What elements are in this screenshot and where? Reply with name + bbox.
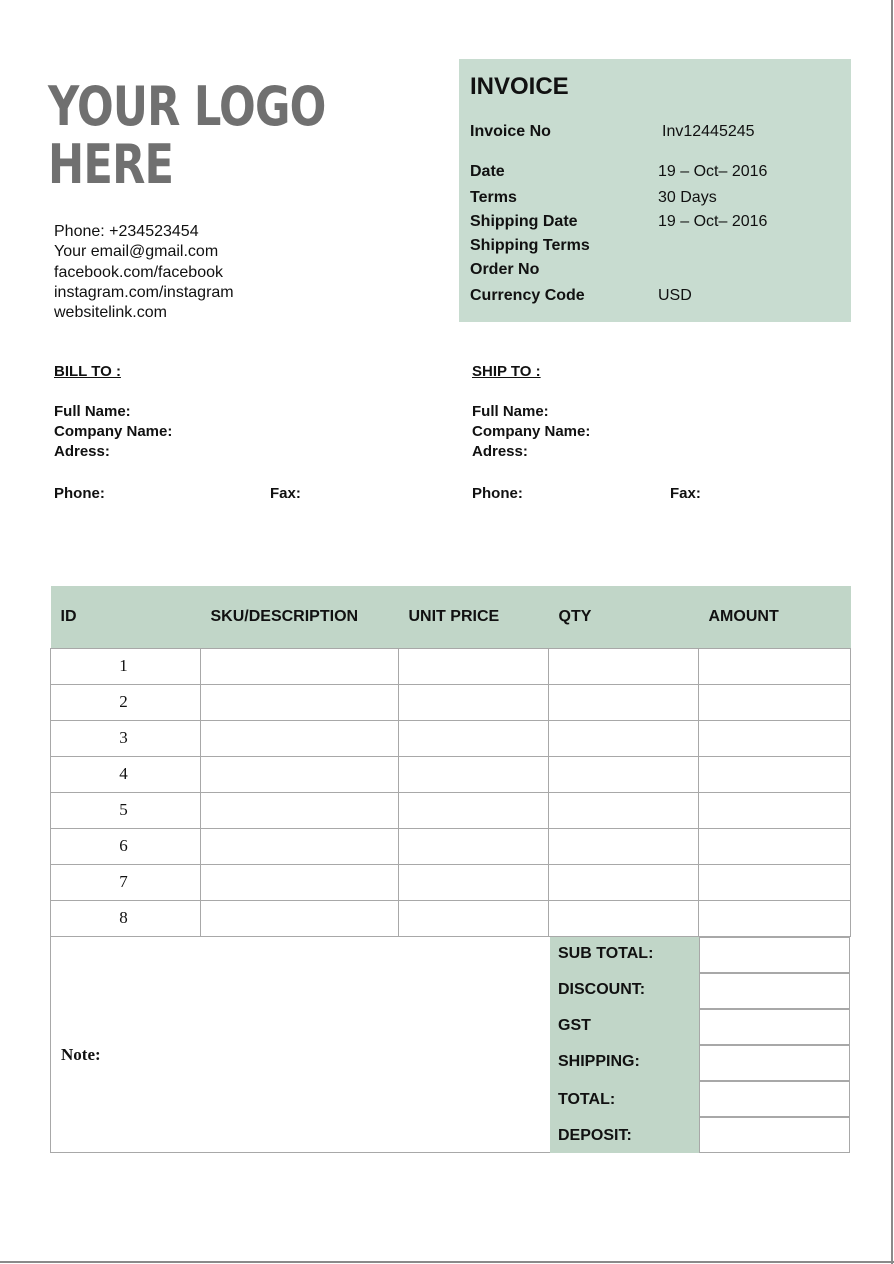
sub-total-value[interactable] <box>699 937 850 973</box>
summary-labels-column <box>550 937 699 1153</box>
table-row <box>51 756 851 792</box>
qty-cell[interactable] <box>549 900 699 936</box>
ship-to-company-name: Company Name: <box>472 423 591 440</box>
unit-price-cell[interactable] <box>399 792 549 828</box>
unit-price-cell[interactable] <box>399 828 549 864</box>
ship-to-phone: Phone: <box>472 485 523 502</box>
table-row <box>51 792 851 828</box>
currency-code-label: Currency Code <box>470 287 585 304</box>
contact-email: Your email@gmail.com <box>54 243 219 261</box>
row-id: 7 <box>51 864 201 900</box>
ship-to-title: SHIP TO : <box>472 363 541 380</box>
contact-instagram: instagram.com/instagram <box>54 283 234 301</box>
qty-cell[interactable] <box>549 684 699 720</box>
ship-to-address: Adress: <box>472 443 528 460</box>
table-row <box>51 828 851 864</box>
sub-total-label: SUB TOTAL: <box>558 945 654 962</box>
discount-value[interactable] <box>699 973 850 1009</box>
header-qty: QTY <box>549 586 699 648</box>
unit-price-cell[interactable] <box>399 720 549 756</box>
qty-cell[interactable] <box>549 864 699 900</box>
bill-to-company-name: Company Name: <box>54 423 173 440</box>
invoice-no-label: Invoice No <box>470 123 551 140</box>
terms-value: 30 Days <box>658 189 717 206</box>
unit-price-cell[interactable] <box>399 756 549 792</box>
total-value[interactable] <box>699 1081 850 1117</box>
logo-line-2: HERE <box>48 133 174 196</box>
description-cell[interactable] <box>201 756 399 792</box>
amount-cell[interactable] <box>699 900 851 936</box>
invoice-title: INVOICE <box>470 73 569 100</box>
line-items-table <box>50 586 851 937</box>
unit-price-cell[interactable] <box>399 648 549 684</box>
row-id: 3 <box>51 720 201 756</box>
row-id: 6 <box>51 828 201 864</box>
company-contact <box>54 222 234 323</box>
qty-cell[interactable] <box>549 720 699 756</box>
bill-to-title: BILL TO : <box>54 363 121 380</box>
row-id: 8 <box>51 900 201 936</box>
ship-to-fax: Fax: <box>670 485 701 502</box>
contact-website: websitelink.com <box>54 304 167 322</box>
unit-price-cell[interactable] <box>399 684 549 720</box>
header-sku-description: SKU/DESCRIPTION <box>201 586 399 648</box>
total-label: TOTAL: <box>558 1091 616 1108</box>
bill-to-section <box>54 363 434 502</box>
table-row <box>51 864 851 900</box>
table-row <box>51 900 851 936</box>
contact-facebook: facebook.com/facebook <box>54 263 223 281</box>
amount-cell[interactable] <box>699 792 851 828</box>
table-row <box>51 648 851 684</box>
description-cell[interactable] <box>201 648 399 684</box>
bill-to-phone: Phone: <box>54 485 105 502</box>
shipping-terms-label: Shipping Terms <box>470 237 590 254</box>
qty-cell[interactable] <box>549 648 699 684</box>
qty-cell[interactable] <box>549 756 699 792</box>
deposit-label: DEPOSIT: <box>558 1127 632 1144</box>
table-row <box>51 684 851 720</box>
date-value: 19 – Oct– 2016 <box>658 163 768 180</box>
bill-to-full-name: Full Name: <box>54 403 131 420</box>
deposit-value[interactable] <box>699 1117 850 1153</box>
header-amount: AMOUNT <box>699 586 851 648</box>
row-id: 2 <box>51 684 201 720</box>
bill-to-fax: Fax: <box>270 485 301 502</box>
shipping-value[interactable] <box>699 1045 850 1081</box>
shipping-date-label: Shipping Date <box>470 213 578 230</box>
qty-cell[interactable] <box>549 792 699 828</box>
note-label: Note: <box>61 1045 101 1064</box>
row-id: 1 <box>51 648 201 684</box>
description-cell[interactable] <box>201 900 399 936</box>
amount-cell[interactable] <box>699 756 851 792</box>
amount-cell[interactable] <box>699 828 851 864</box>
shipping-label: SHIPPING: <box>558 1053 640 1070</box>
gst-value[interactable] <box>699 1009 850 1045</box>
contact-phone: Phone: +234523454 <box>54 223 199 240</box>
ship-to-section <box>472 363 852 502</box>
amount-cell[interactable] <box>699 648 851 684</box>
header-id: ID <box>51 586 201 648</box>
terms-label: Terms <box>470 189 517 206</box>
description-cell[interactable] <box>201 864 399 900</box>
date-label: Date <box>470 163 505 180</box>
description-cell[interactable] <box>201 828 399 864</box>
invoice-info-box <box>459 59 851 322</box>
page-border-bottom <box>0 1261 894 1263</box>
description-cell[interactable] <box>201 792 399 828</box>
summary-section <box>50 937 850 1153</box>
shipping-date-value: 19 – Oct– 2016 <box>658 213 768 230</box>
summary-values-column <box>699 937 850 1153</box>
description-cell[interactable] <box>201 684 399 720</box>
amount-cell[interactable] <box>699 684 851 720</box>
row-id: 4 <box>51 756 201 792</box>
page-border-right <box>891 0 893 1264</box>
row-id: 5 <box>51 792 201 828</box>
note-box[interactable] <box>50 937 550 1153</box>
invoice-no-value: Inv12445245 <box>662 123 755 140</box>
discount-label: DISCOUNT: <box>558 981 646 998</box>
header-unit-price: UNIT PRICE <box>399 586 549 648</box>
amount-cell[interactable] <box>699 720 851 756</box>
currency-code-value: USD <box>658 287 692 304</box>
bill-to-address: Adress: <box>54 443 110 460</box>
qty-cell[interactable] <box>549 828 699 864</box>
description-cell[interactable] <box>201 720 399 756</box>
gst-label: GST <box>558 1017 591 1034</box>
unit-price-cell[interactable] <box>399 864 549 900</box>
order-no-label: Order No <box>470 261 540 278</box>
ship-to-full-name: Full Name: <box>472 403 549 420</box>
amount-cell[interactable] <box>699 864 851 900</box>
table-header-row <box>51 586 851 648</box>
table-row <box>51 720 851 756</box>
logo-line-1: YOUR LOGO <box>48 75 326 138</box>
unit-price-cell[interactable] <box>399 900 549 936</box>
logo-placeholder <box>48 75 326 196</box>
